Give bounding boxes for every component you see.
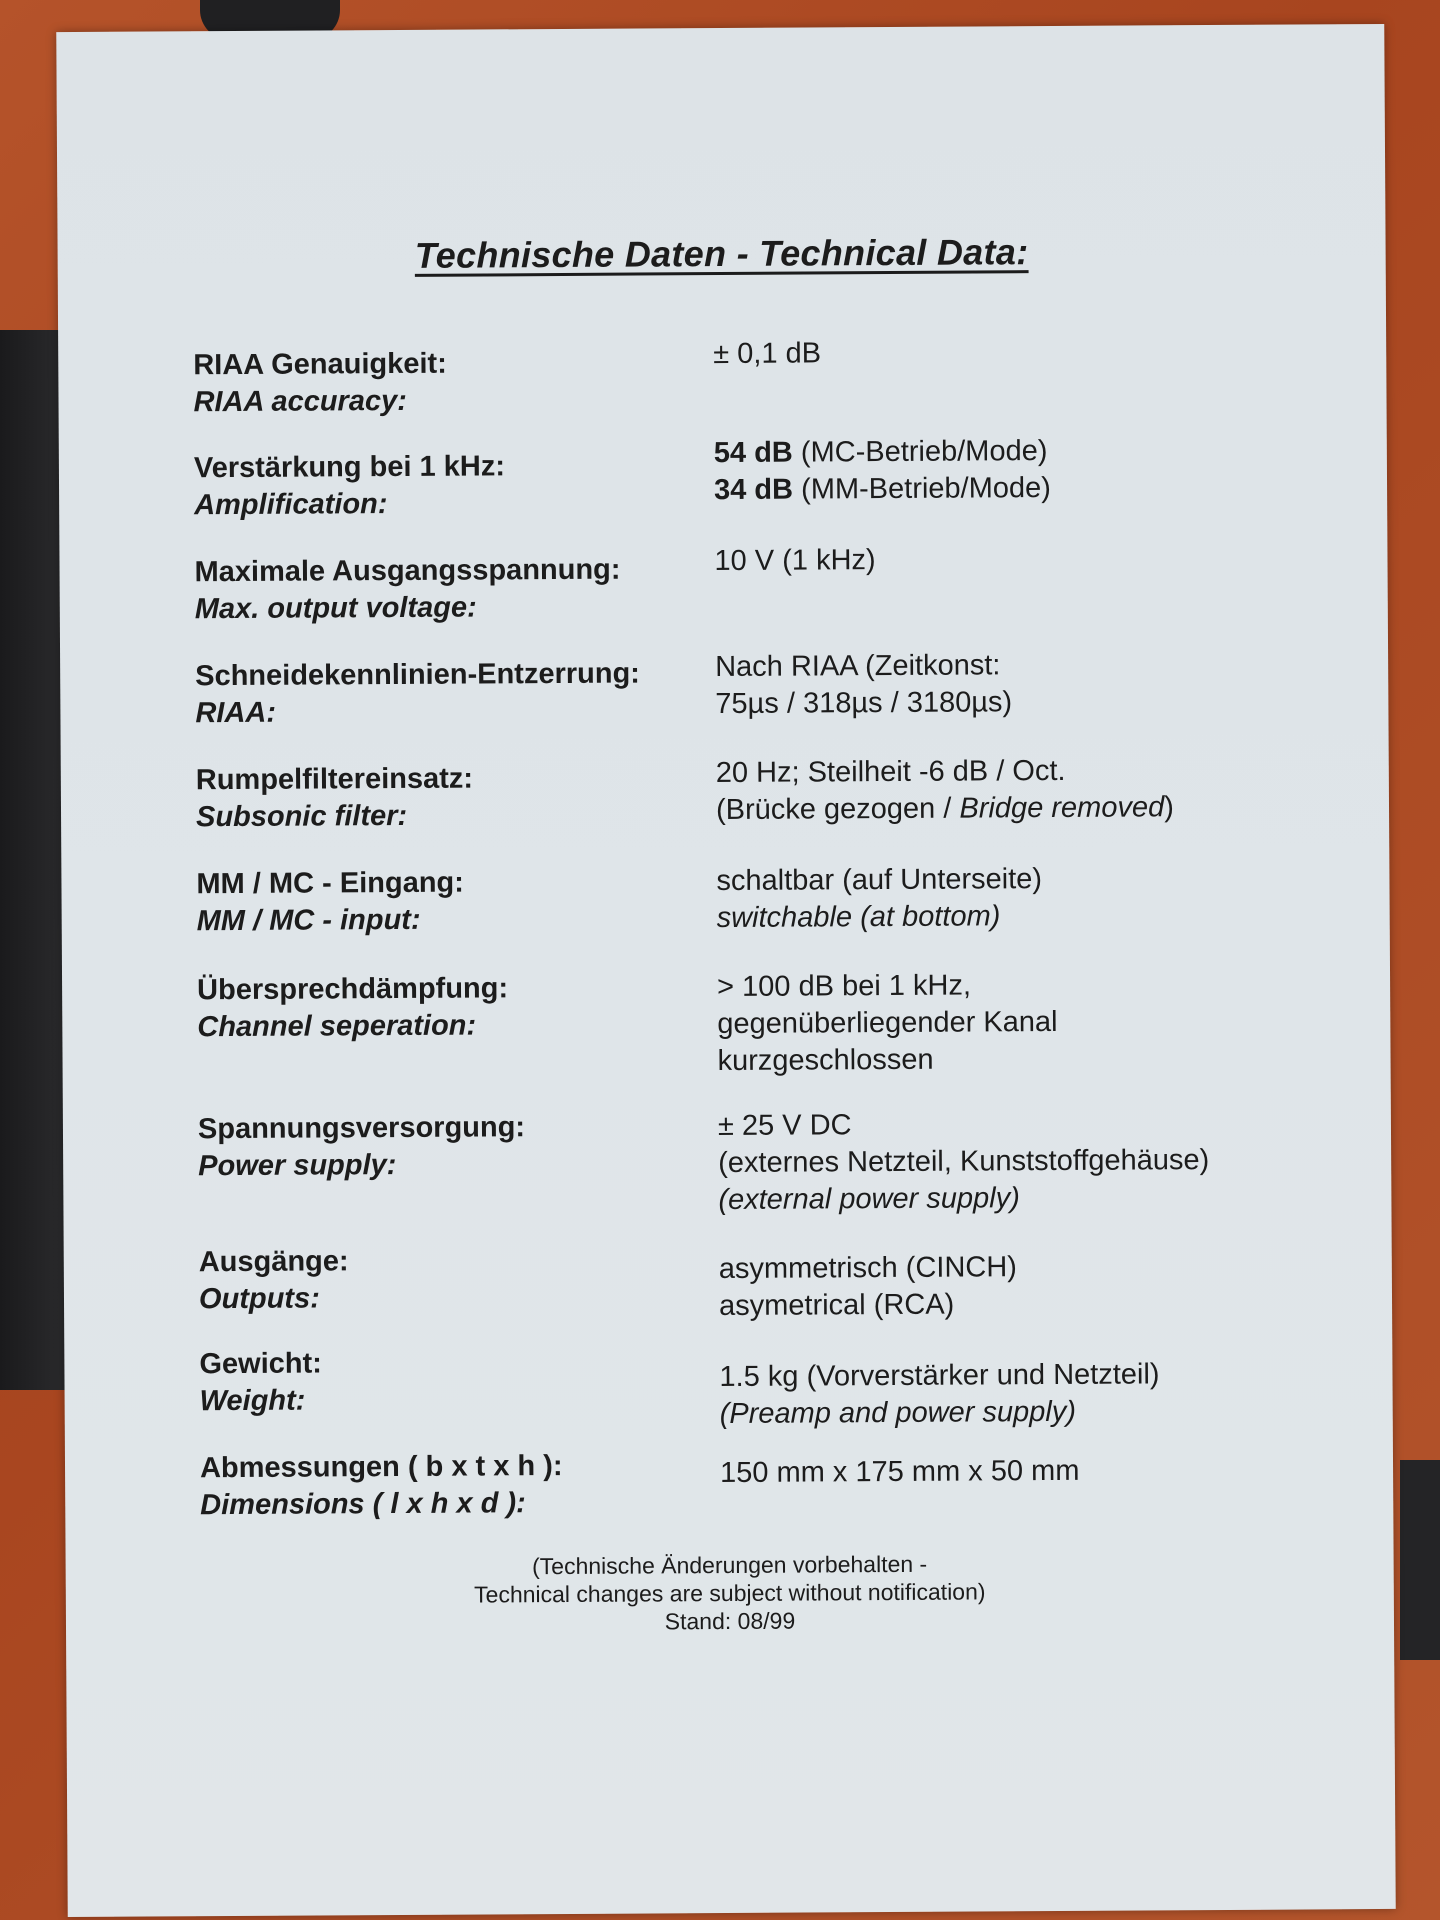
- spec-value: 150 mm x 175 mm x 50 mm: [719, 1454, 1080, 1490]
- spec-row-channel-separation: [197, 965, 1318, 1083]
- spec-value: ± 25 V DC: [717, 1109, 852, 1143]
- spec-value: ± 0,1 dB: [713, 337, 822, 371]
- spec-row-riaa-equalization: [195, 651, 1315, 732]
- spec-value: 54 dB (MC-Betrieb/Mode): [713, 435, 1048, 470]
- spec-value: (Brücke gezogen / Bridge removed): [715, 791, 1174, 827]
- spec-label-en: Channel seperation:: [197, 1009, 477, 1044]
- spec-value: 20 Hz; Steilheit -6 dB / Oct.: [715, 754, 1066, 790]
- spec-row-power-supply: [198, 1104, 1319, 1222]
- spec-label-de: Spannungsversorgung:: [197, 1111, 526, 1146]
- spec-label-de: MM / MC - Eingang:: [196, 866, 464, 901]
- footer-note: [66, 1547, 1394, 1639]
- spec-value: asymetrical (RCA): [718, 1288, 955, 1323]
- spec-label-en: Weight:: [199, 1384, 306, 1418]
- spec-label-de: Gewicht:: [199, 1347, 322, 1381]
- spec-row-amplification: [193, 435, 1314, 524]
- spec-value: schaltbar (auf Unterseite): [716, 863, 1043, 898]
- footer-date: Stand: 08/99: [664, 1607, 796, 1635]
- spec-label-de: Abmessungen ( b x t x h ):: [199, 1450, 563, 1485]
- spec-label-en: MM / MC - input:: [196, 903, 421, 938]
- document-sheet: [56, 24, 1395, 1917]
- spec-row-weight: [199, 1339, 1320, 1436]
- spec-label-en: Amplification:: [194, 488, 388, 522]
- spec-label-en: RIAA accuracy:: [193, 384, 407, 419]
- page-title: Technische Daten - Technical Data:: [414, 231, 1029, 276]
- spec-value: Nach RIAA (Zeitkonst:: [715, 649, 1001, 684]
- spec-label-en: Dimensions ( l x h x d ):: [200, 1487, 526, 1522]
- spec-value: 75µs / 318µs / 3180µs): [715, 686, 1013, 721]
- spec-table: [193, 314, 1320, 1524]
- spec-value: gegenüberliegender Kanal: [717, 1005, 1058, 1041]
- spec-row-subsonic-filter: [196, 755, 1316, 836]
- footer-line: (Technische Änderungen vorbehalten -: [532, 1550, 928, 1580]
- spec-value: 34 dB (MM-Betrieb/Mode): [713, 472, 1051, 507]
- spec-row-riaa-accuracy: [193, 337, 1313, 421]
- spec-value: asymmetrisch (CINCH): [718, 1251, 1017, 1286]
- spec-label-en: Subsonic filter:: [195, 799, 408, 834]
- spec-label-de: Maximale Ausgangsspannung:: [194, 553, 621, 589]
- spec-value: > 100 dB bei 1 kHz,: [717, 969, 972, 1004]
- footer-line: Technical changes are subject without notification): [474, 1578, 986, 1608]
- spec-label-de: Rumpelfiltereinsatz:: [195, 762, 474, 797]
- spec-label-en: Power supply:: [198, 1149, 397, 1183]
- spec-label-de: Schneidekennlinien-Entzerrung:: [195, 657, 641, 693]
- spec-label-de: RIAA Genauigkeit:: [193, 347, 447, 382]
- spec-label-de: Verstärkung bei 1 kHz:: [193, 450, 506, 485]
- spec-value-en: (external power supply): [718, 1182, 1020, 1217]
- spec-value: kurzgeschlossen: [717, 1043, 934, 1078]
- spec-row-dimensions: [200, 1443, 1320, 1524]
- spec-label-en: RIAA:: [195, 696, 277, 730]
- background-object-right: [1400, 1460, 1440, 1660]
- spec-label-de: Ausgänge:: [198, 1245, 349, 1279]
- spec-label-en: Max. output voltage:: [194, 591, 477, 626]
- spec-row-outputs: [199, 1237, 1319, 1328]
- spec-value: 1.5 kg (Vorverstärker und Netzteil): [719, 1358, 1160, 1394]
- spec-row-mm-mc-input: [196, 859, 1316, 940]
- spec-row-max-output-voltage: [194, 544, 1314, 628]
- spec-value-en: (Preamp and power supply): [719, 1395, 1077, 1431]
- spec-label-de: Übersprechdämpfung:: [197, 972, 509, 1007]
- spec-value-en: switchable (at bottom): [716, 900, 1001, 935]
- spec-label-en: Outputs:: [198, 1282, 320, 1316]
- spec-value: (externes Netzteil, Kunststoffgehäuse): [718, 1144, 1210, 1180]
- spec-value: 10 V (1 kHz): [714, 544, 876, 578]
